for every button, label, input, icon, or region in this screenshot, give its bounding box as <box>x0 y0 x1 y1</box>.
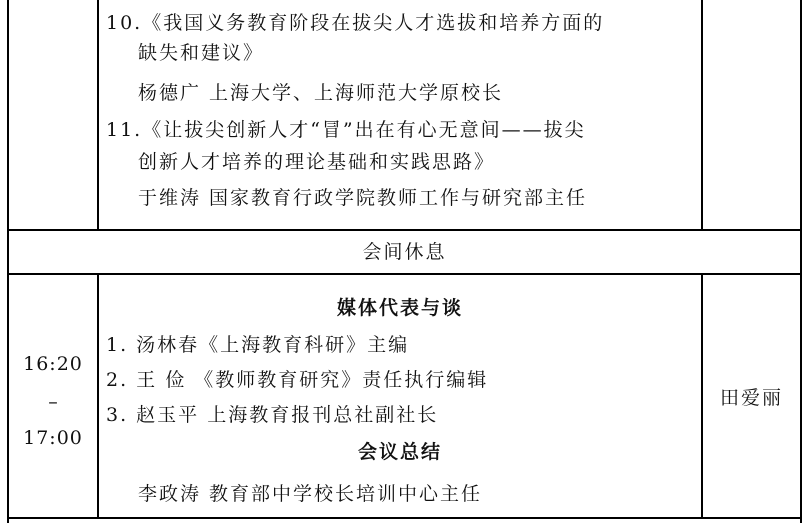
item-10-title-line-2: 缺失和建议》 <box>138 42 265 64</box>
time-dash: – <box>48 391 58 413</box>
table-bottom-border <box>7 517 802 519</box>
media-item: 1. 汤林春《上海教育科研》主编 <box>106 334 410 356</box>
section-heading-summary: 会议总结 <box>357 441 442 463</box>
column-divider-time-top <box>97 0 99 230</box>
break-label: 会间休息 <box>362 241 447 263</box>
row-divider-top <box>7 229 802 231</box>
item-11-speaker: 于维涛 国家教育行政学院教师工作与研究部主任 <box>138 187 588 209</box>
summary-speaker: 李政涛 教育部中学校长培训中心主任 <box>138 483 483 505</box>
section-heading-media: 媒体代表与谈 <box>336 297 463 319</box>
item-10-speaker: 杨德广 上海大学、上海师范大学原校长 <box>138 82 504 104</box>
table-right-border <box>800 0 802 523</box>
item-11-title-line-2: 创新人才培养的理论基础和实践思路》 <box>138 151 496 173</box>
item-11-title-line-1: 11.《让拔尖创新人才“冒”出在有心无意间——拔尖 <box>106 119 586 141</box>
time-start: 16:20 <box>23 353 83 375</box>
time-end: 17:00 <box>23 427 83 449</box>
media-item: 3. 赵玉平 上海教育报刊总社副社长 <box>106 404 439 426</box>
row-divider-break <box>7 273 802 275</box>
media-item: 2. 王 俭 《教师教育研究》责任执行编辑 <box>106 369 489 391</box>
host-name: 田爱丽 <box>719 387 783 409</box>
column-divider-host-top <box>701 0 703 230</box>
item-10-title-line-1: 10.《我国义务教育阶段在拔尖人才选拔和培养方面的 <box>106 12 605 34</box>
